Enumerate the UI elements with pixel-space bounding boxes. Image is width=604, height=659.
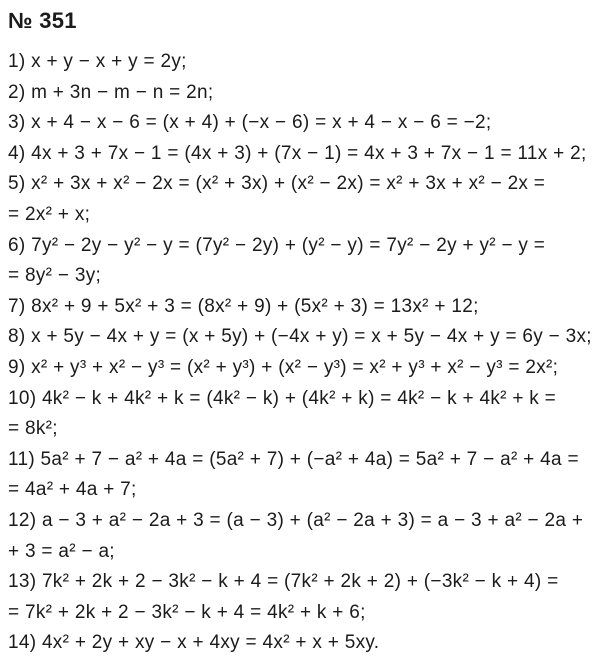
solution-line-5: 5) x² + 3x + x² − 2x = (x² + 3x) + (x² − 2x) = x² + 3x + x² − 2x =	[8, 173, 546, 195]
solution-line-13: 13) 7k² + 2k + 2 − 3k² − k + 4 = (7k² + 2k + 2) + (−3k² − k + 4) =	[8, 571, 559, 593]
solution-line-5b: = 2x² + x;	[8, 203, 91, 225]
solution-line-10b: = 8k²;	[8, 418, 58, 440]
solution-line-12: 12) a − 3 + a² − 2a + 3 = (a − 3) + (a² − 2a + 3) = a − 3 + a² − 2a +	[8, 509, 584, 531]
solution-line-14: 14) 4x² + 2y + xy − x + 4xy = 4x² + x + 5xy.	[8, 632, 380, 654]
solution-line-9: 9) x² + y³ + x² − y³ = (x² + y³) + (x² − y³) = x² + y³ + x² − y³ = 2x²;	[8, 356, 559, 378]
solution-line-6: 6) 7y² − 2y − y² − y = (7y² − 2y) + (y² − y) = 7y² − 2y + y² − y =	[8, 234, 546, 256]
solution-line-3: 3) x + 4 − x − 6 = (x + 4) + (−x − 6) = x + 4 − x − 6 = −2;	[8, 112, 492, 134]
solution-line-8: 8) x + 5y − 4x + y = (x + 5y) + (−4x + y) = x + 5y − 4x + y = 6y − 3x;	[8, 326, 592, 348]
solution-line-12b: + 3 = a² − a;	[8, 540, 115, 562]
solution-line-13b: = 7k² + 2k + 2 − 3k² − k + 4 = 4k² + k + 6;	[8, 601, 366, 623]
exercise-number: № 351	[8, 8, 77, 33]
solution-line-7: 7) 8x² + 9 + 5x² + 3 = (8x² + 9) + (5x² + 3) = 13x² + 12;	[8, 295, 479, 317]
solution-line-2: 2) m + 3n − m − n = 2n;	[8, 81, 214, 103]
solution-line-10: 10) 4k² − k + 4k² + k = (4k² − k) + (4k² + k) = 4k² − k + 4k² + k =	[8, 387, 557, 409]
solution-line-11b: = 4a² + 4a + 7;	[8, 479, 137, 501]
solution-line-1: 1) x + y − x + y = 2y;	[8, 51, 187, 72]
solution-line-4: 4) 4x + 3 + 7x − 1 = (4x + 3) + (7x − 1) = 4x + 3 + 7x − 1 = 11x + 2;	[8, 142, 587, 164]
solution-line-6b: = 8y² − 3y;	[8, 265, 102, 287]
solution-line-11: 11) 5a² + 7 − a² + 4a = (5a² + 7) + (−a² + 4a) = 5a² + 7 − a² + 4a =	[8, 448, 579, 470]
